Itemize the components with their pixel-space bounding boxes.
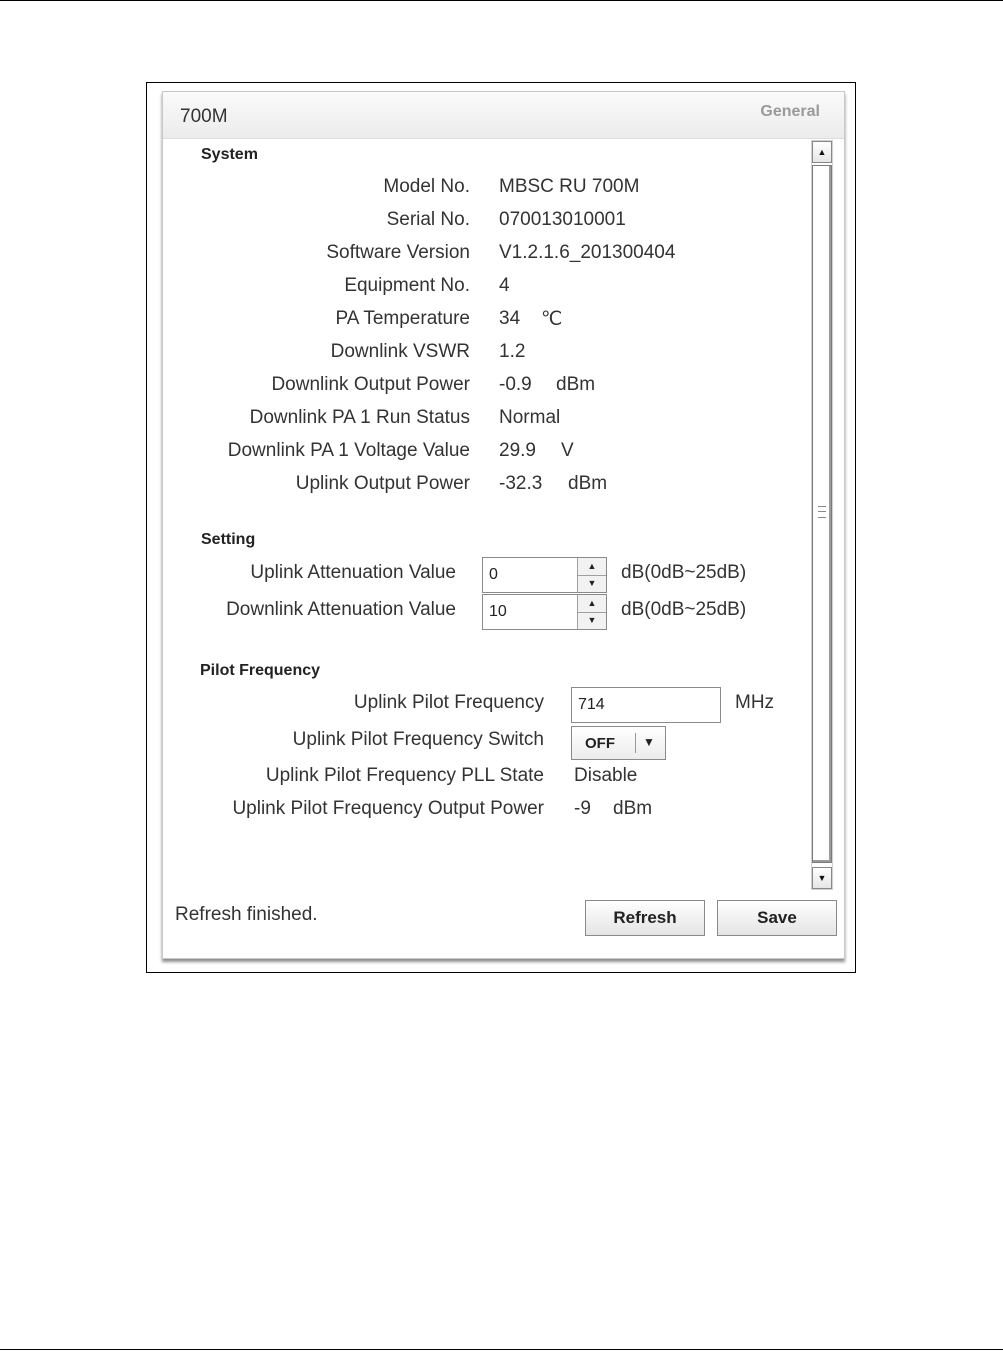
uplink-attenuation-spinner[interactable] [482,557,607,593]
refresh-button[interactable]: Refresh [585,900,705,936]
spin-up-arrow-icon[interactable]: ▲ [578,558,606,576]
scrollbar-thumb[interactable] [812,165,832,863]
value-uplink-pilot-output-power: -9 [574,798,591,819]
label-uplink-pilot-frequency: Uplink Pilot Frequency [353,692,544,713]
value-model-no: MBSC RU 700M [499,176,640,197]
label-software-version: Software Version [326,242,470,263]
downlink-attenuation-spinner[interactable] [482,594,607,630]
spinner-arrows [577,595,606,629]
unit-downlink-output-power: dBm [556,374,596,395]
page-bottom-rule [0,1349,1003,1350]
chevron-down-icon[interactable]: ▼ [643,735,655,749]
label-downlink-pa1-voltage: Downlink PA 1 Voltage Value [227,440,470,461]
label-downlink-output-power: Downlink Output Power [271,374,470,395]
vertical-scrollbar[interactable] [811,140,833,890]
value-software-version: V1.2.1.6_201300404 [499,242,676,263]
spin-up-arrow-icon[interactable]: ▲ [578,595,606,613]
value-pa-temperature: 34 [499,308,521,329]
value-downlink-output-power: -0.9 [499,374,532,395]
unit-uplink-attenuation: dB(0dB~25dB) [621,562,747,583]
label-model-no: Model No. [383,176,470,197]
label-uplink-output-power: Uplink Output Power [295,473,470,494]
label-downlink-vswr: Downlink VSWR [330,341,470,362]
uplink-pilot-frequency-value: 714 [578,696,605,713]
uplink-pilot-frequency-input[interactable] [571,687,721,723]
switch-selected-value: OFF [585,735,615,752]
label-uplink-pilot-frequency-switch: Uplink Pilot Frequency Switch [292,729,544,750]
value-uplink-output-power: -32.3 [499,473,543,494]
section-title-setting: Setting [201,531,256,548]
label-pa-temperature: PA Temperature [335,308,470,329]
value-downlink-pa1-run-status: Normal [499,407,561,428]
label-uplink-pilot-output-power: Uplink Pilot Frequency Output Power [232,798,544,819]
unit-pa-temperature: ℃ [541,309,563,330]
grip-icon [818,506,826,518]
uplink-pilot-frequency-switch-select[interactable] [571,726,666,760]
spinner-arrows [577,558,606,592]
unit-uplink-pilot-output-power: dBm [613,798,653,819]
value-serial-no: 070013010001 [499,209,626,230]
panel-header [163,92,844,139]
label-downlink-pa1-run-status: Downlink PA 1 Run Status [249,407,470,428]
section-title-pilot-frequency: Pilot Frequency [200,662,321,679]
value-downlink-vswr: 1.2 [499,341,526,362]
label-uplink-attenuation: Uplink Attenuation Value [250,562,456,583]
device-panel [162,91,845,959]
label-equipment-no: Equipment No. [344,275,470,296]
downlink-attenuation-input[interactable]: 10 [489,603,507,620]
value-downlink-pa1-voltage: 29.9 [499,440,536,461]
tab-general[interactable]: General [760,103,820,120]
value-uplink-pilot-pll-state: Disable [574,765,638,786]
value-equipment-no: 4 [499,275,510,296]
uplink-attenuation-input[interactable]: 0 [489,566,498,583]
label-downlink-attenuation: Downlink Attenuation Value [226,599,456,620]
scroll-up-arrow-icon[interactable]: ▲ [812,141,832,163]
unit-uplink-output-power: dBm [568,473,608,494]
page-top-rule [0,0,1003,1]
panel-title: 700M [180,106,228,127]
spin-down-arrow-icon[interactable]: ▼ [587,615,597,625]
section-title-system: System [201,146,258,163]
save-button[interactable]: Save [717,900,837,936]
spin-down-arrow-icon[interactable]: ▼ [587,578,597,588]
unit-downlink-attenuation: dB(0dB~25dB) [621,599,747,620]
label-serial-no: Serial No. [386,209,470,230]
status-message: Refresh finished. [175,904,318,925]
scroll-down-arrow-icon[interactable]: ▼ [812,867,832,889]
select-separator [635,733,636,753]
label-uplink-pilot-pll-state: Uplink Pilot Frequency PLL State [265,765,544,786]
unit-downlink-pa1-voltage: V [561,440,574,461]
unit-uplink-pilot-frequency: MHz [735,692,775,713]
